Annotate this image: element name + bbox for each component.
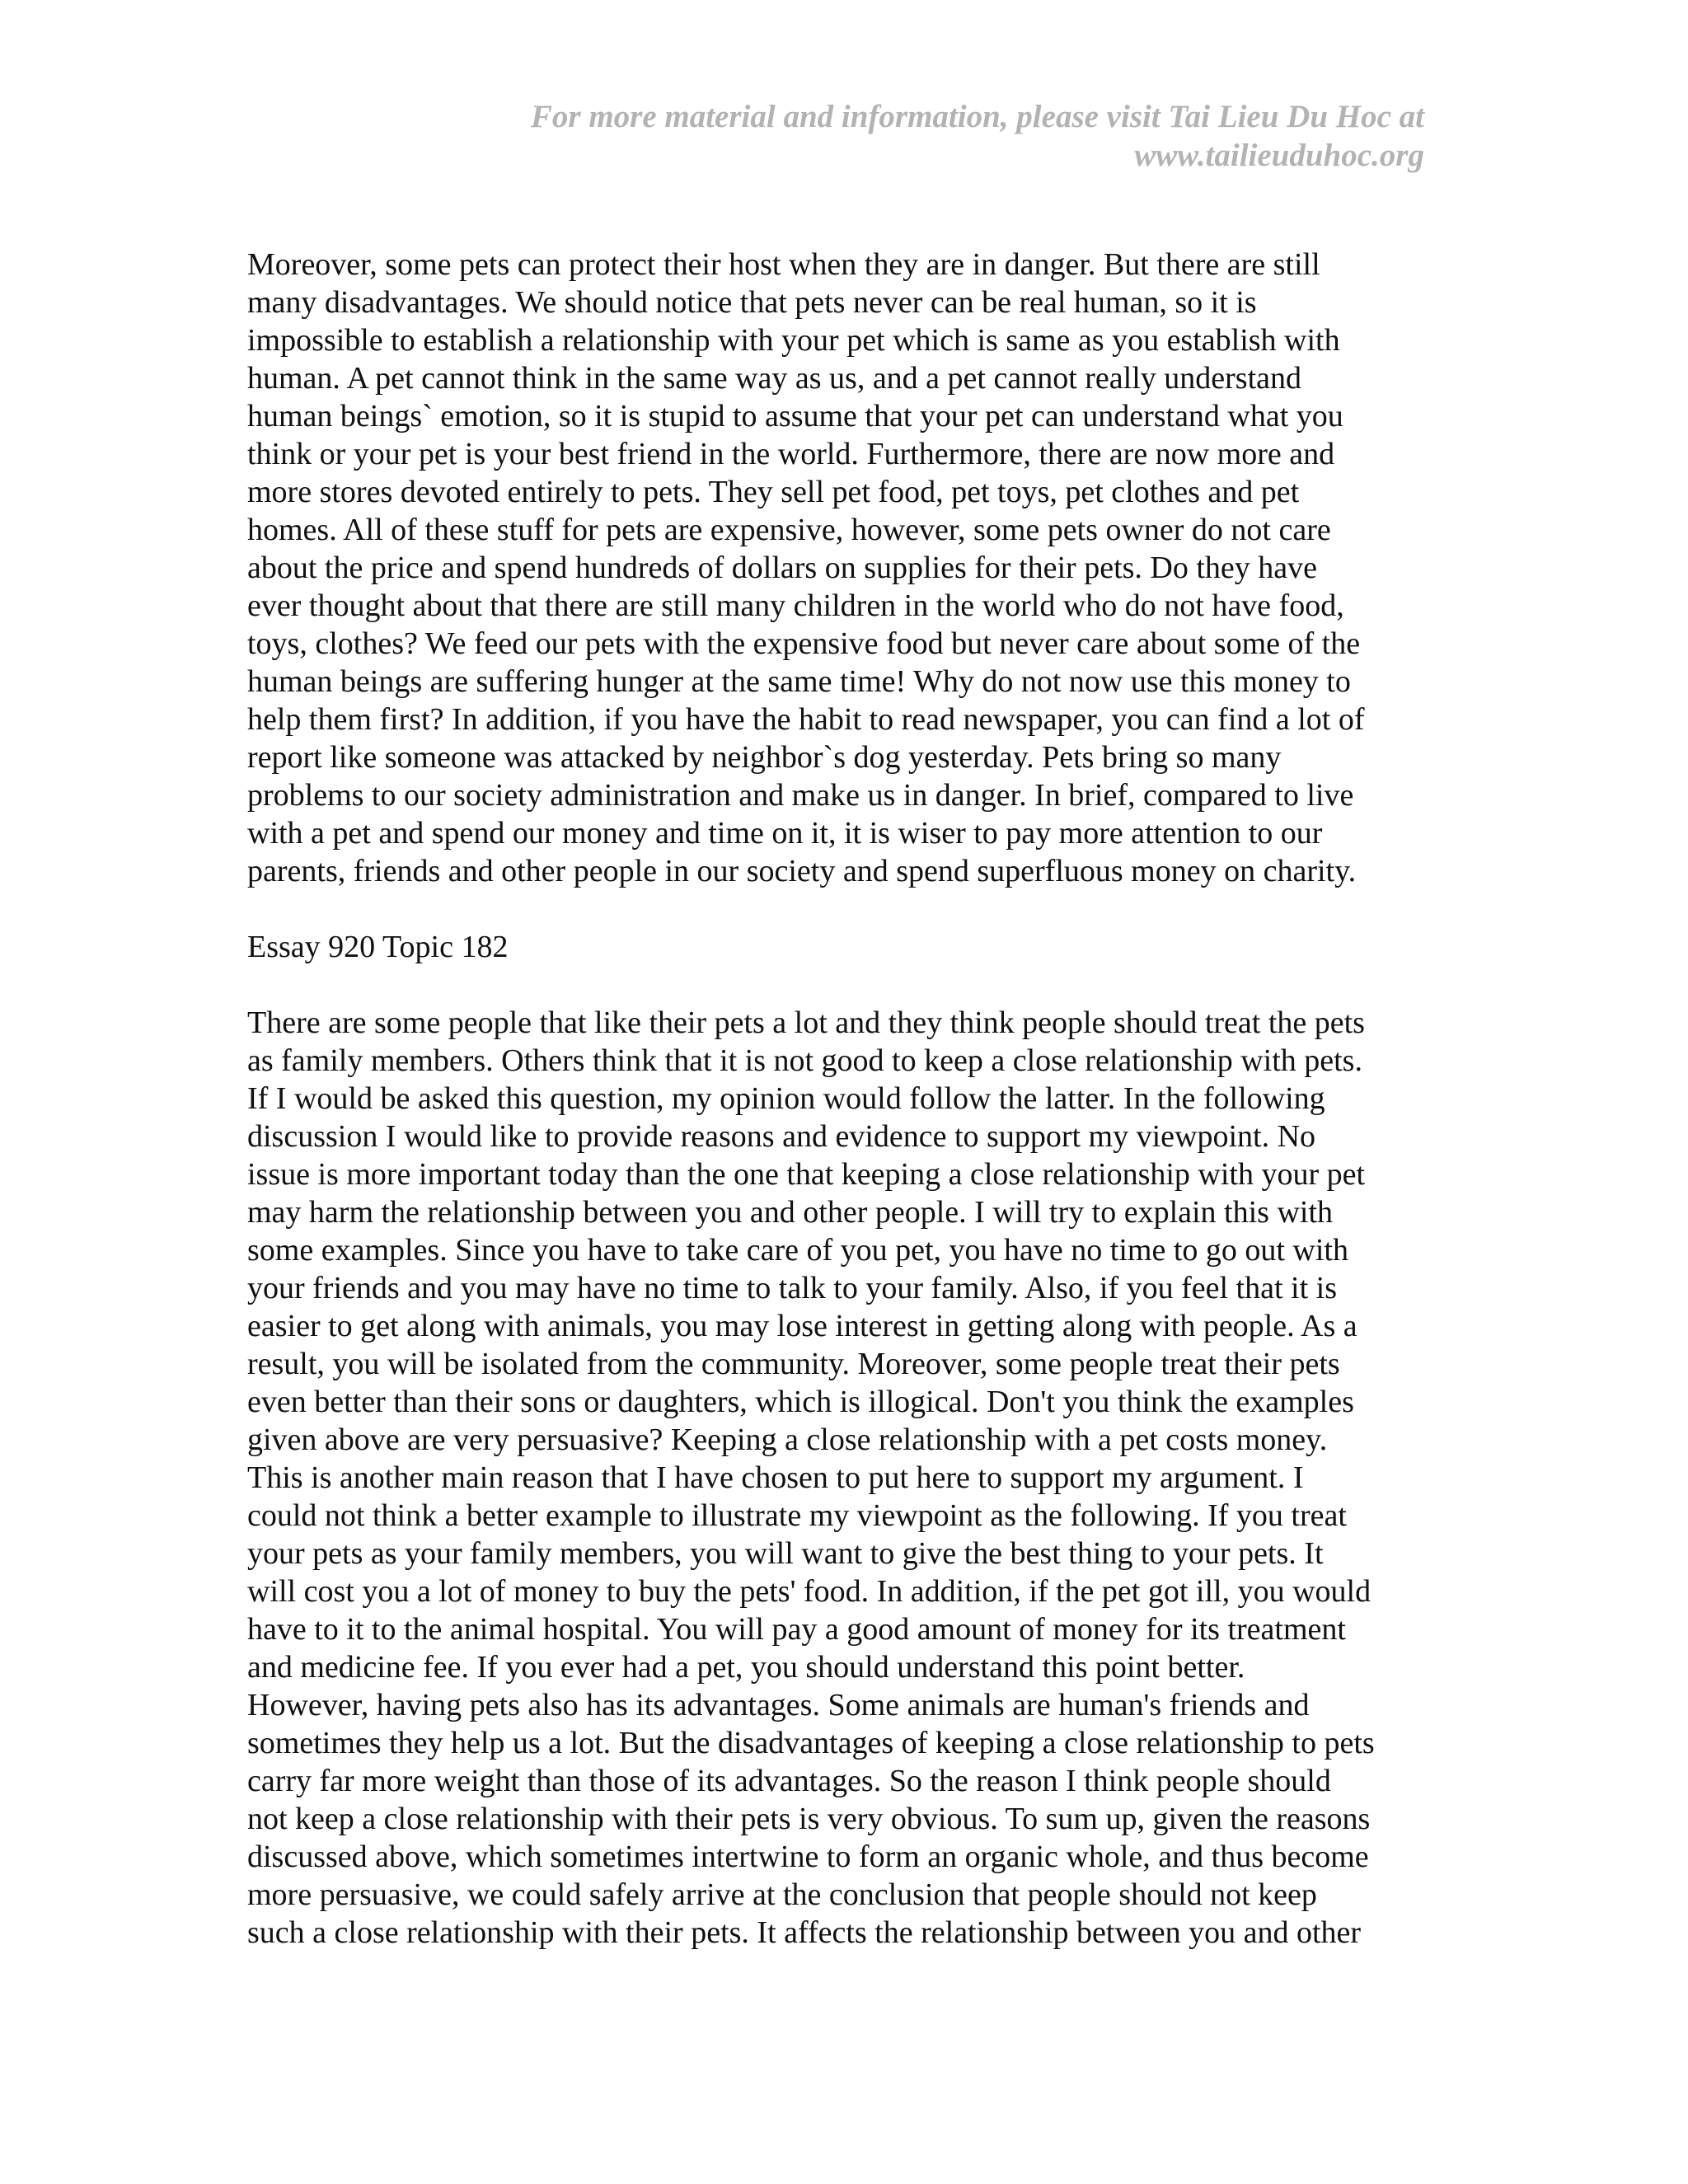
- text-line: toys, clothes? We feed our pets with the expensive food but never care about some of the: [247, 626, 1361, 661]
- text-line: parents, friends and other people in our society and spend superfluous money on charity.: [247, 854, 1357, 888]
- text-line: issue is more important today than the one that keeping a close relationship with your pet: [247, 1157, 1366, 1192]
- text-line: There are some people that like their pets a lot and they think people should treat the pets: [247, 1005, 1365, 1040]
- text-line: such a close relationship with their pets. It affects the relationship between you and other: [247, 1915, 1362, 1950]
- text-line: human. A pet cannot think in the same way as us, and a pet cannot really understand: [247, 361, 1301, 396]
- text-line: impossible to establish a relationship with your pet which is same as you establish with: [247, 323, 1340, 358]
- essay-heading: Essay 920 Topic 182: [247, 930, 509, 964]
- text-line: not keep a close relationship with their pets is very obvious. To sum up, given the reasons: [247, 1802, 1371, 1836]
- text-line: human beings` emotion, so it is stupid to assume that your pet can understand what you: [247, 399, 1343, 434]
- text-line: even better than their sons or daughters, which is illogical. Don't you think the examples: [247, 1385, 1354, 1419]
- text-line: sometimes they help us a lot. But the disadvantages of keeping a close relationship to pets: [247, 1726, 1375, 1760]
- paragraph-spacer: [247, 966, 1434, 1004]
- paragraph-2: [247, 1004, 1434, 1952]
- text-line: result, you will be isolated from the community. Moreover, some people treat their pets: [247, 1347, 1340, 1381]
- text-line: carry far more weight than those of its advantages. So the reason I think people should: [247, 1764, 1331, 1798]
- text-line: with a pet and spend our money and time on it, it is wiser to pay more attention to our: [247, 816, 1323, 851]
- text-line: may harm the relationship between you and other people. I will try to explain this with: [247, 1195, 1334, 1230]
- text-line: as family members. Others think that it is not good to keep a close relationship with pets.: [247, 1043, 1362, 1078]
- text-line: problems to our society administration and make us in danger. In brief, compared to live: [247, 778, 1354, 813]
- text-line: discussion I would like to provide reasons and evidence to support my viewpoint. No: [247, 1119, 1316, 1154]
- text-line: easier to get along with animals, you may lose interest in getting along with people. As a: [247, 1309, 1357, 1343]
- text-line: and medicine fee. If you ever had a pet, you should understand this point better.: [247, 1650, 1245, 1685]
- text-line: have to it to the animal hospital. You will pay a good amount of money for its treatment: [247, 1612, 1346, 1647]
- header-line-1: For more material and information, please visit Tai Lieu Du Hoc at: [530, 99, 1424, 134]
- document-body: [247, 246, 1434, 1952]
- text-line: your pets as your family members, you will want to give the best thing to your pets. It: [247, 1536, 1324, 1571]
- text-line: about the price and spend hundreds of dollars on supplies for their pets. Do they have: [247, 551, 1318, 585]
- text-line: could not think a better example to illustrate my viewpoint as the following. If you treat: [247, 1498, 1347, 1533]
- text-line: human beings are suffering hunger at the same time! Why do not now use this money to: [247, 664, 1351, 699]
- text-line: more stores devoted entirely to pets. They sell pet food, pet toys, pet clothes and pet: [247, 475, 1300, 509]
- text-line: your friends and you may have no time to talk to your family. Also, if you feel that it is: [247, 1271, 1338, 1305]
- paragraph-spacer: [247, 890, 1434, 928]
- text-line: will cost you a lot of money to buy the pets' food. In addition, if the pet got ill, you would: [247, 1574, 1372, 1609]
- text-line: some examples. Since you have to take care of you pet, you have no time to go out with: [247, 1233, 1348, 1268]
- text-line: However, having pets also has its advantages. Some animals are human's friends and: [247, 1688, 1310, 1722]
- text-line: think or your pet is your best friend in the world. Furthermore, there are now more and: [247, 437, 1335, 471]
- text-line: given above are very persuasive? Keeping a close relationship with a pet costs money.: [247, 1422, 1328, 1457]
- page-header: [435, 97, 1424, 175]
- text-line: ever thought about that there are still many children in the world who do not have food,: [247, 588, 1344, 623]
- text-line: more persuasive, we could safely arrive at the conclusion that people should not keep: [247, 1877, 1317, 1912]
- text-line: discussed above, which sometimes intertwine to form an organic whole, and thus become: [247, 1840, 1369, 1874]
- text-line: report like someone was attacked by neighbor`s dog yesterday. Pets bring so many: [247, 740, 1282, 775]
- text-line: homes. All of these stuff for pets are expensive, however, some pets owner do not care: [247, 513, 1331, 547]
- header-line-2: www.tailieuduhoc.org: [1134, 138, 1424, 173]
- text-line: Moreover, some pets can protect their host when they are in danger. But there are still: [247, 247, 1320, 282]
- text-line: help them first? In addition, if you have the habit to read newspaper, you can find a lot of: [247, 702, 1365, 737]
- text-line: If I would be asked this question, my opinion would follow the latter. In the following: [247, 1081, 1325, 1116]
- text-line: This is another main reason that I have chosen to put here to support my argument. I: [247, 1460, 1304, 1495]
- text-line: many disadvantages. We should notice that pets never can be real human, so it is: [247, 285, 1257, 320]
- paragraph-1: [247, 246, 1434, 890]
